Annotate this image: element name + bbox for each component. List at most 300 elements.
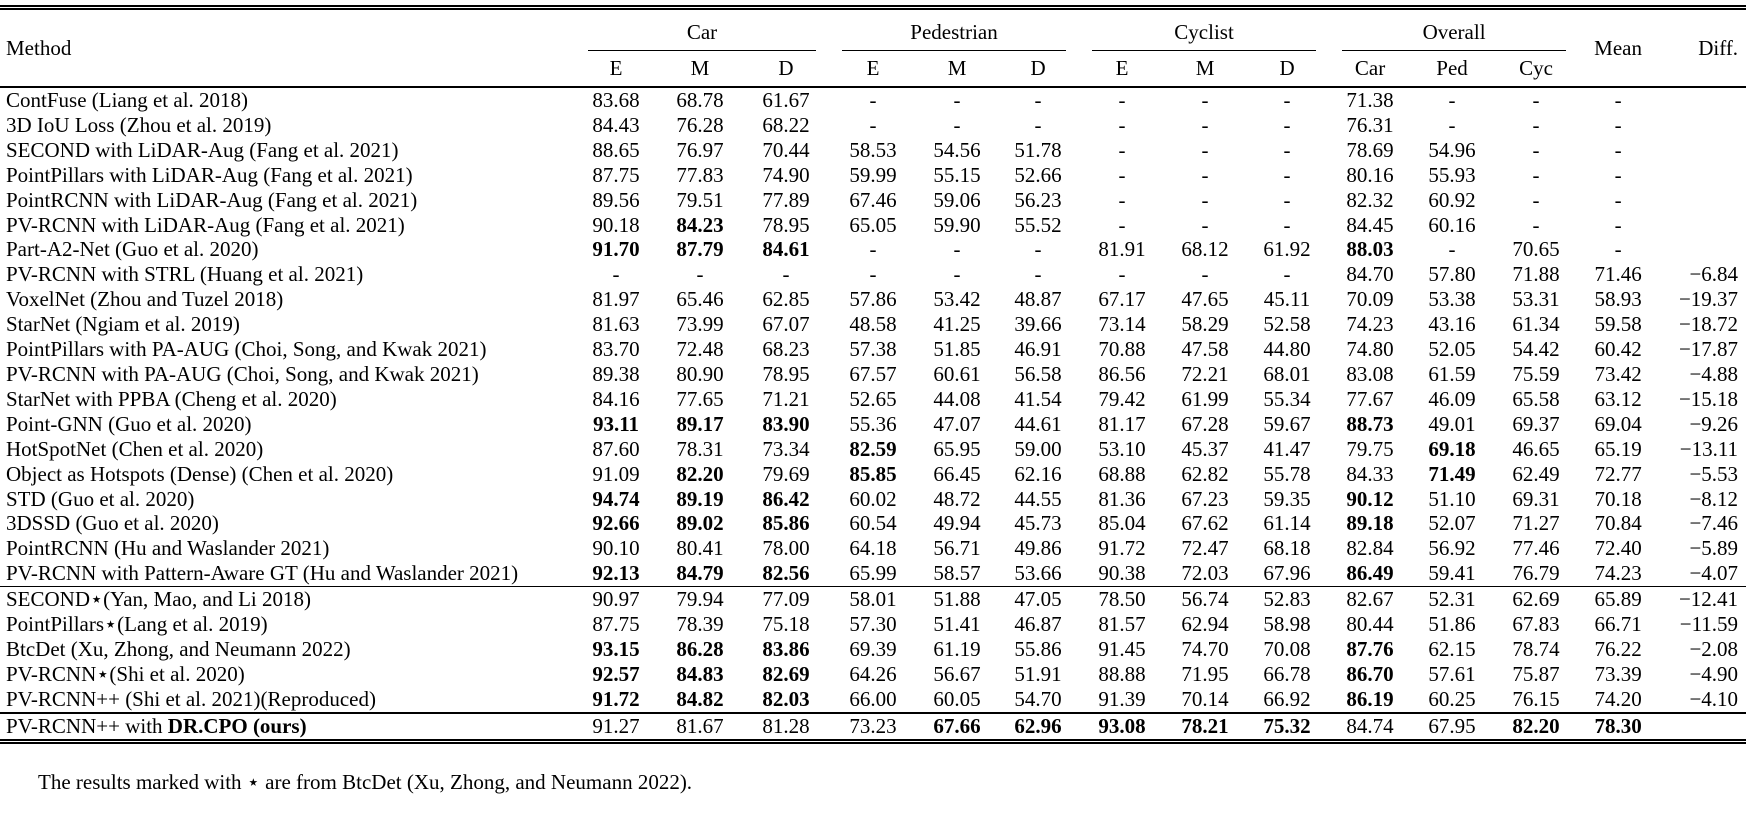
value-cell: 90.10 bbox=[592, 536, 640, 561]
value-cell: - bbox=[1614, 88, 1622, 112]
value-cell: 67.66 bbox=[917, 713, 997, 741]
value-cell: 76.28 bbox=[676, 112, 724, 137]
value-cell: - bbox=[1118, 137, 1126, 162]
value-cell: 62.94 bbox=[1181, 612, 1229, 637]
value-cell: 53.66 bbox=[1014, 561, 1062, 586]
value-cell: 71.27 bbox=[1512, 511, 1560, 536]
value-cell: 56.92 bbox=[1428, 536, 1476, 561]
value-cell: 91.72 bbox=[1098, 536, 1146, 561]
value-cell: 58.29 bbox=[1181, 312, 1229, 337]
value-cell: - bbox=[1614, 212, 1622, 237]
value-cell: 77.89 bbox=[762, 187, 810, 212]
value-cell: - bbox=[953, 88, 961, 112]
value-cell: 67.95 bbox=[1411, 713, 1493, 741]
value-cell: 55.86 bbox=[1014, 636, 1062, 661]
group-header-overall-label: Overall bbox=[1342, 20, 1566, 51]
value-cell: 55.93 bbox=[1428, 162, 1476, 187]
diff-header: Diff. bbox=[1657, 8, 1746, 88]
value-cell: 70.88 bbox=[1098, 337, 1146, 362]
value-cell: 87.76 bbox=[1346, 636, 1394, 661]
value-cell: 78.39 bbox=[676, 612, 724, 637]
value-cell: - bbox=[1201, 212, 1209, 237]
value-cell: 88.88 bbox=[1098, 661, 1146, 686]
value-cell: 65.05 bbox=[849, 212, 897, 237]
value-cell: 72.47 bbox=[1181, 536, 1229, 561]
value-cell: 65.19 bbox=[1594, 436, 1642, 461]
method-cell: StarNet with PPBA (Cheng et al. 2020) bbox=[6, 386, 337, 411]
value-cell: 79.69 bbox=[762, 461, 810, 486]
value-cell: 65.89 bbox=[1579, 587, 1657, 612]
value-cell: 77.09 bbox=[743, 587, 829, 612]
value-cell: 65.46 bbox=[676, 287, 724, 312]
method-cell: 3DSSD (Guo et al. 2020) bbox=[6, 511, 219, 536]
method-cell: HotSpotNet (Chen et al. 2020) bbox=[6, 436, 264, 461]
value-cell: 88.03 bbox=[1346, 237, 1394, 262]
table-row bbox=[0, 337, 1746, 362]
value-cell: 92.66 bbox=[592, 511, 640, 536]
value-cell: - bbox=[1614, 112, 1622, 137]
table-row bbox=[0, 587, 1746, 612]
footnote: The results marked with ⋆ are from BtcDet (Xu, Zhong, and Neumann 2022). bbox=[38, 769, 693, 794]
value-cell: 79.75 bbox=[1346, 436, 1394, 461]
value-cell: 91.39 bbox=[1098, 686, 1146, 711]
table-row bbox=[0, 87, 1746, 113]
subheader-cyc-d: D bbox=[1245, 51, 1329, 87]
value-cell: −4.90 bbox=[1689, 661, 1739, 686]
value-cell: 76.31 bbox=[1346, 112, 1394, 137]
value-cell: 46.91 bbox=[1014, 337, 1062, 362]
group-header-pedestrian-label: Pedestrian bbox=[842, 20, 1066, 51]
value-cell: 85.85 bbox=[849, 461, 897, 486]
value-cell: 63.12 bbox=[1594, 386, 1642, 411]
value-cell: 68.22 bbox=[762, 112, 810, 137]
group-header-car-label: Car bbox=[588, 20, 816, 51]
value-cell: 78.95 bbox=[762, 212, 810, 237]
value-cell: 70.14 bbox=[1181, 686, 1229, 711]
value-cell: 69.37 bbox=[1512, 411, 1560, 436]
value-cell: 61.92 bbox=[1263, 237, 1311, 262]
value-cell: 52.65 bbox=[849, 386, 897, 411]
value-cell: 47.58 bbox=[1181, 337, 1229, 362]
value-cell: 60.25 bbox=[1428, 686, 1476, 711]
value-cell: - bbox=[1532, 187, 1540, 212]
value-cell: - bbox=[1283, 137, 1291, 162]
value-cell: 39.66 bbox=[1014, 312, 1062, 337]
table-row bbox=[0, 511, 1746, 536]
value-cell: 74.80 bbox=[1346, 337, 1394, 362]
value-cell: - bbox=[1118, 88, 1126, 112]
value-cell: 51.10 bbox=[1428, 486, 1476, 511]
value-cell: 81.17 bbox=[1098, 411, 1146, 436]
group-header-car bbox=[575, 8, 829, 52]
value-cell: 76.79 bbox=[1512, 561, 1560, 586]
value-cell: 91.27 bbox=[575, 713, 657, 741]
value-cell: 69.18 bbox=[1428, 436, 1476, 461]
table-row bbox=[0, 188, 1746, 213]
value-cell: 54.56 bbox=[933, 137, 981, 162]
method-cell: PointRCNN with LiDAR-Aug (Fang et al. 2021) bbox=[6, 187, 418, 212]
value-cell bbox=[1657, 87, 1746, 113]
value-cell: - bbox=[1201, 262, 1209, 287]
value-cell bbox=[1657, 713, 1746, 741]
value-cell: 67.83 bbox=[1512, 612, 1560, 637]
value-cell: 57.80 bbox=[1428, 262, 1476, 287]
value-cell: 77.83 bbox=[676, 162, 724, 187]
value-cell: 80.90 bbox=[676, 361, 724, 386]
value-cell: 46.09 bbox=[1428, 386, 1476, 411]
value-cell: 82.84 bbox=[1346, 536, 1394, 561]
value-cell: - bbox=[1532, 112, 1540, 137]
value-cell: - bbox=[1614, 237, 1622, 262]
value-cell: −6.84 bbox=[1689, 262, 1739, 287]
table-row bbox=[0, 536, 1746, 561]
value-cell: 54.96 bbox=[1428, 137, 1476, 162]
value-cell: 87.60 bbox=[592, 436, 640, 461]
value-cell: 59.58 bbox=[1594, 312, 1642, 337]
value-cell: 78.30 bbox=[1579, 713, 1657, 741]
value-cell: 46.65 bbox=[1512, 436, 1560, 461]
value-cell: 79.51 bbox=[676, 187, 724, 212]
value-cell: - bbox=[953, 237, 961, 262]
value-cell: 76.15 bbox=[1512, 686, 1560, 711]
subheader-overall-ped: Ped bbox=[1411, 51, 1493, 87]
value-cell: 92.13 bbox=[592, 561, 640, 586]
value-cell: 44.08 bbox=[933, 386, 981, 411]
value-cell: 81.57 bbox=[1098, 612, 1146, 637]
value-cell: 55.34 bbox=[1263, 386, 1311, 411]
value-cell: 67.57 bbox=[849, 361, 897, 386]
value-cell: 60.16 bbox=[1428, 212, 1476, 237]
value-cell: - bbox=[1283, 88, 1291, 112]
value-cell: - bbox=[1201, 187, 1209, 212]
value-cell: 82.59 bbox=[849, 436, 897, 461]
value-cell: 67.23 bbox=[1181, 486, 1229, 511]
value-cell: 73.42 bbox=[1594, 361, 1642, 386]
value-cell: - bbox=[1283, 187, 1291, 212]
method-cell: ContFuse (Liang et al. 2018) bbox=[6, 88, 249, 112]
value-cell: 49.86 bbox=[1014, 536, 1062, 561]
value-cell: 67.96 bbox=[1263, 561, 1311, 586]
value-cell: 55.52 bbox=[1014, 212, 1062, 237]
value-cell: - bbox=[1201, 162, 1209, 187]
method-cell: PV-RCNN++ with DR.CPO (ours) bbox=[0, 713, 575, 741]
value-cell: 68.23 bbox=[762, 337, 810, 362]
value-cell: 81.36 bbox=[1098, 486, 1146, 511]
table-row bbox=[0, 487, 1746, 512]
value-cell: 78.00 bbox=[762, 536, 810, 561]
value-cell: 89.18 bbox=[1346, 511, 1394, 536]
value-cell: 59.67 bbox=[1263, 411, 1311, 436]
value-cell: 82.20 bbox=[676, 461, 724, 486]
value-cell: 73.34 bbox=[762, 436, 810, 461]
value-cell: −17.87 bbox=[1678, 337, 1739, 362]
value-cell: 77.67 bbox=[1346, 386, 1394, 411]
group-header-row bbox=[0, 8, 1746, 52]
value-cell: 61.14 bbox=[1263, 511, 1311, 536]
value-cell: 75.18 bbox=[762, 612, 810, 637]
value-cell: 65.95 bbox=[933, 436, 981, 461]
value-cell: 72.21 bbox=[1181, 361, 1229, 386]
value-cell: 44.61 bbox=[1014, 411, 1062, 436]
value-cell: 48.72 bbox=[933, 486, 981, 511]
value-cell: - bbox=[1034, 237, 1042, 262]
value-cell: 56.58 bbox=[1014, 361, 1062, 386]
value-cell: 72.03 bbox=[1181, 561, 1229, 586]
value-cell: 59.99 bbox=[849, 162, 897, 187]
value-cell: 52.07 bbox=[1428, 511, 1476, 536]
value-cell: 77.65 bbox=[676, 386, 724, 411]
value-cell: 71.38 bbox=[1346, 88, 1394, 112]
value-cell: 67.17 bbox=[1098, 287, 1146, 312]
value-cell: 58.01 bbox=[829, 587, 917, 612]
value-cell: 45.11 bbox=[1263, 287, 1311, 312]
value-cell: 56.23 bbox=[1014, 187, 1062, 212]
value-cell: 75.32 bbox=[1245, 713, 1329, 741]
value-cell: 59.06 bbox=[933, 187, 981, 212]
table-row bbox=[0, 138, 1746, 163]
value-cell bbox=[1657, 188, 1746, 213]
subheader-ped-d: D bbox=[997, 51, 1079, 87]
value-cell: - bbox=[1532, 212, 1540, 237]
value-cell: 82.56 bbox=[762, 561, 810, 586]
results-table bbox=[0, 5, 1746, 744]
value-cell: 51.86 bbox=[1428, 612, 1476, 637]
value-cell: - bbox=[953, 262, 961, 287]
value-cell: 47.07 bbox=[933, 411, 981, 436]
value-cell: 54.70 bbox=[1014, 686, 1062, 711]
value-cell: 59.00 bbox=[1014, 436, 1062, 461]
value-cell bbox=[1657, 138, 1746, 163]
value-cell: 41.54 bbox=[1014, 386, 1062, 411]
value-cell: 48.58 bbox=[849, 312, 897, 337]
value-cell: 60.05 bbox=[933, 686, 981, 711]
mean-header: Mean bbox=[1579, 8, 1657, 88]
method-cell: PointRCNN (Hu and Waslander 2021) bbox=[6, 536, 330, 561]
value-cell: 68.12 bbox=[1181, 237, 1229, 262]
value-cell: - bbox=[1201, 88, 1209, 112]
value-cell: 45.73 bbox=[1014, 511, 1062, 536]
method-cell: PV-RCNN with LiDAR-Aug (Fang et al. 2021) bbox=[6, 212, 405, 237]
table-header bbox=[0, 8, 1746, 88]
value-cell: 73.23 bbox=[829, 713, 917, 741]
value-cell: 57.30 bbox=[849, 612, 897, 637]
value-cell: 90.38 bbox=[1098, 561, 1146, 586]
value-cell: 78.69 bbox=[1346, 137, 1394, 162]
value-cell: 66.92 bbox=[1263, 686, 1311, 711]
value-cell: 52.58 bbox=[1263, 312, 1311, 337]
value-cell: 75.59 bbox=[1512, 361, 1560, 386]
value-cell: 90.12 bbox=[1346, 486, 1394, 511]
value-cell: 90.97 bbox=[575, 587, 657, 612]
value-cell: 67.62 bbox=[1181, 511, 1229, 536]
method-cell: PV-RCNN with Pattern-Aware GT (Hu and Waslander 2021) bbox=[6, 561, 519, 586]
value-cell: 51.41 bbox=[933, 612, 981, 637]
table-row bbox=[0, 637, 1746, 662]
value-cell: 81.63 bbox=[592, 312, 640, 337]
value-cell: −12.41 bbox=[1657, 587, 1746, 612]
value-cell: 69.04 bbox=[1594, 411, 1642, 436]
value-cell: 51.91 bbox=[1014, 661, 1062, 686]
table-row bbox=[0, 437, 1746, 462]
value-cell: −19.37 bbox=[1678, 287, 1739, 312]
value-cell: 74.23 bbox=[1346, 312, 1394, 337]
subheader-car-e: E bbox=[575, 51, 657, 87]
subheader-cyc-m: M bbox=[1165, 51, 1245, 87]
value-cell: - bbox=[612, 262, 620, 287]
value-cell: 82.32 bbox=[1346, 187, 1394, 212]
table-row bbox=[0, 412, 1746, 437]
value-cell: 61.19 bbox=[933, 636, 981, 661]
value-cell: 49.94 bbox=[933, 511, 981, 536]
value-cell: 53.31 bbox=[1512, 287, 1560, 312]
value-cell: 81.91 bbox=[1098, 237, 1146, 262]
value-cell: - bbox=[1283, 112, 1291, 137]
value-cell: 61.67 bbox=[762, 88, 810, 112]
method-cell: SECOND⋆(Yan, Mao, and Li 2018) bbox=[0, 587, 575, 612]
value-cell: 66.71 bbox=[1594, 612, 1642, 637]
value-cell: −4.88 bbox=[1689, 361, 1739, 386]
value-cell: 88.73 bbox=[1346, 411, 1394, 436]
table-row bbox=[0, 612, 1746, 637]
table-row bbox=[0, 713, 1746, 741]
value-cell: 88.65 bbox=[592, 137, 640, 162]
value-cell: - bbox=[869, 237, 877, 262]
value-cell: 59.41 bbox=[1428, 561, 1476, 586]
value-cell: 68.78 bbox=[676, 88, 724, 112]
value-cell: 84.83 bbox=[676, 661, 724, 686]
value-cell: 83.68 bbox=[592, 88, 640, 112]
value-cell: 61.34 bbox=[1512, 312, 1560, 337]
value-cell: - bbox=[782, 262, 790, 287]
value-cell: - bbox=[1448, 112, 1456, 137]
value-cell: 60.92 bbox=[1428, 187, 1476, 212]
value-cell: - bbox=[1614, 162, 1622, 187]
value-cell: - bbox=[1614, 137, 1622, 162]
value-cell: 91.45 bbox=[1098, 636, 1146, 661]
value-cell: 72.77 bbox=[1594, 461, 1642, 486]
method-cell: PointPillars with PA-AUG (Choi, Song, and Kwak 2021) bbox=[6, 337, 487, 362]
value-cell: 83.08 bbox=[1346, 361, 1394, 386]
subheader-car-d: D bbox=[743, 51, 829, 87]
table-row bbox=[0, 163, 1746, 188]
value-cell: - bbox=[869, 112, 877, 137]
value-cell: - bbox=[953, 112, 961, 137]
value-cell: 86.49 bbox=[1346, 561, 1394, 586]
value-cell: 86.42 bbox=[762, 486, 810, 511]
value-cell: 65.99 bbox=[849, 561, 897, 586]
method-cell: PV-RCNN with PA-AUG (Choi, Song, and Kwak 2021) bbox=[6, 361, 479, 386]
value-cell: 68.18 bbox=[1263, 536, 1311, 561]
value-cell: 51.88 bbox=[917, 587, 997, 612]
value-cell: 89.19 bbox=[676, 486, 724, 511]
value-cell: 87.75 bbox=[592, 612, 640, 637]
table-row bbox=[0, 113, 1746, 138]
value-cell: 79.42 bbox=[1098, 386, 1146, 411]
value-cell: - bbox=[1283, 212, 1291, 237]
value-cell: 60.54 bbox=[849, 511, 897, 536]
value-cell: 89.02 bbox=[676, 511, 724, 536]
table-row bbox=[0, 561, 1746, 586]
value-cell: 86.28 bbox=[676, 636, 724, 661]
method-cell: PointPillars⋆(Lang et al. 2019) bbox=[6, 612, 268, 637]
value-cell: 78.31 bbox=[676, 436, 724, 461]
value-cell: 71.49 bbox=[1428, 461, 1476, 486]
value-cell: 61.59 bbox=[1428, 361, 1476, 386]
value-cell: 85.86 bbox=[762, 511, 810, 536]
value-cell: 58.57 bbox=[933, 561, 981, 586]
value-cell: 70.84 bbox=[1594, 511, 1642, 536]
value-cell: −9.26 bbox=[1689, 411, 1739, 436]
value-cell: −2.08 bbox=[1689, 636, 1739, 661]
value-cell: 53.10 bbox=[1098, 436, 1146, 461]
value-cell: 56.67 bbox=[933, 661, 981, 686]
value-cell: 73.14 bbox=[1098, 312, 1146, 337]
value-cell: 83.70 bbox=[592, 337, 640, 362]
value-cell: 41.47 bbox=[1263, 436, 1311, 461]
value-cell: 84.74 bbox=[1329, 713, 1411, 741]
value-cell: 82.69 bbox=[762, 661, 810, 686]
value-cell: 58.98 bbox=[1263, 612, 1311, 637]
method-header: Method bbox=[0, 8, 575, 88]
value-cell: 86.19 bbox=[1346, 686, 1394, 711]
value-cell: - bbox=[1448, 237, 1456, 262]
value-cell: −8.12 bbox=[1689, 486, 1739, 511]
value-cell: 84.79 bbox=[676, 561, 724, 586]
table-row bbox=[0, 662, 1746, 687]
value-cell: - bbox=[1118, 212, 1126, 237]
value-cell: - bbox=[869, 88, 877, 112]
value-cell: −18.72 bbox=[1678, 312, 1739, 337]
table-row bbox=[0, 312, 1746, 337]
method-cell: PV-RCNN++ (Shi et al. 2021)(Reproduced) bbox=[6, 686, 376, 711]
table-body bbox=[0, 87, 1746, 741]
value-cell bbox=[1657, 113, 1746, 138]
value-cell: 51.85 bbox=[933, 337, 981, 362]
value-cell: 81.67 bbox=[657, 713, 743, 741]
table-row bbox=[0, 213, 1746, 238]
value-cell: −4.10 bbox=[1689, 686, 1739, 711]
value-cell: 94.74 bbox=[592, 486, 640, 511]
value-cell: 52.05 bbox=[1428, 337, 1476, 362]
value-cell: 89.56 bbox=[592, 187, 640, 212]
method-cell: StarNet (Ngiam et al. 2019) bbox=[6, 312, 240, 337]
method-cell: Object as Hotspots (Dense) (Chen et al. 2020) bbox=[6, 461, 394, 486]
value-cell: 73.39 bbox=[1594, 661, 1642, 686]
value-cell: 84.16 bbox=[592, 386, 640, 411]
value-cell: 93.11 bbox=[592, 411, 640, 436]
value-cell: 71.88 bbox=[1512, 262, 1560, 287]
value-cell: 89.38 bbox=[592, 361, 640, 386]
table-row bbox=[0, 362, 1746, 387]
value-cell: 72.48 bbox=[676, 337, 724, 362]
table-row bbox=[0, 462, 1746, 487]
subheader-ped-e: E bbox=[829, 51, 917, 87]
value-cell: 65.58 bbox=[1512, 386, 1560, 411]
value-cell: 60.42 bbox=[1594, 337, 1642, 362]
value-cell: 59.35 bbox=[1263, 486, 1311, 511]
value-cell: - bbox=[1118, 187, 1126, 212]
method-cell: PV-RCNN⋆(Shi et al. 2020) bbox=[6, 661, 245, 686]
value-cell: 74.70 bbox=[1181, 636, 1229, 661]
value-cell: 68.88 bbox=[1098, 461, 1146, 486]
value-cell: 92.57 bbox=[592, 661, 640, 686]
value-cell: 55.15 bbox=[933, 162, 981, 187]
value-cell: - bbox=[1448, 88, 1456, 112]
value-cell: −5.89 bbox=[1689, 536, 1739, 561]
value-cell: 70.44 bbox=[762, 137, 810, 162]
value-cell: 62.69 bbox=[1493, 587, 1579, 612]
value-cell: 56.74 bbox=[1165, 587, 1245, 612]
